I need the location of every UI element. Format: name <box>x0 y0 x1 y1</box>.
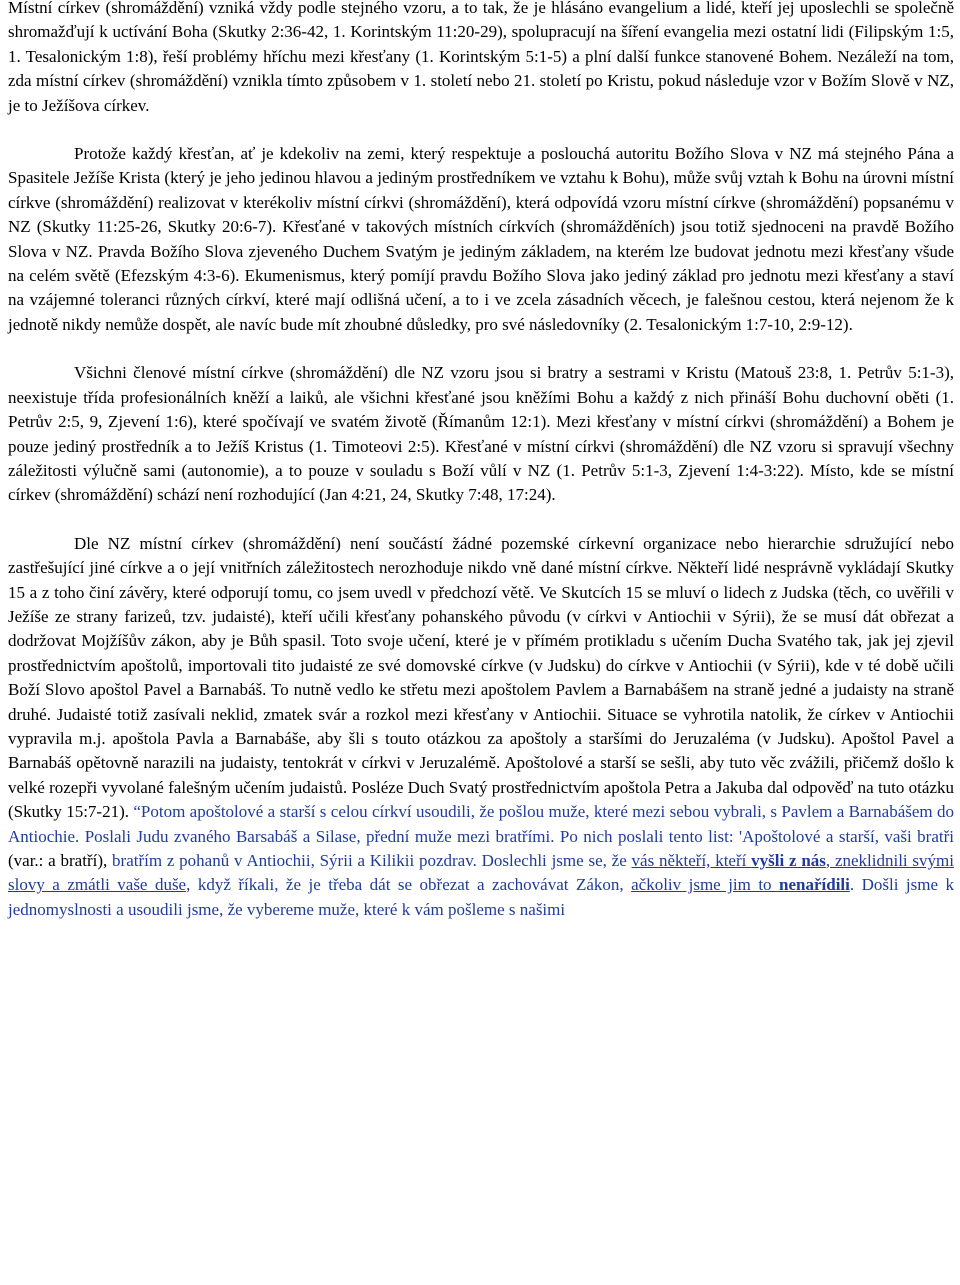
variant-note: (var.: a bratří), <box>8 851 113 870</box>
paragraph-1: Místní církev (shromáždění) vzniká vždy podle stejného vzoru, a to tak, že je hlásáno evangelium a lidé, kteří jej uposlechli se společně shromažďují k uctívání Boha (Skutky 2:36-42, 1. Korintským 11:20-29), spolupracují na šíření evangelia mezi ostatní lidi (Filipským 1:5, 1. Tesalonickým 1:8), řeší problémy hříchu mezi křesťany (1. Korintským 5:1-5) a plní další funkce stanovené Bohem. Nezáleží na tom, zda místní církev (shromáždění) vznikla tímto způsobem v 1. století nebo 21. století po Kristu, pokud následuje vzor v Božím Slově v NZ, je to Ježíšova církev. <box>8 0 954 115</box>
quote-underlined-bold-2: nenařídili <box>779 875 850 895</box>
quote-underlined-3: ačkoliv jsme jim to <box>631 875 780 895</box>
quote-text-4: . Došli jsme k jednomyslnosti a usoudili jsme, že vybereme muže, které k vám pošleme s našimi <box>8 875 954 919</box>
paragraph-4 <box>8 532 954 923</box>
quote-text-3: , když říkali, že je třeba dát se obřezat a zachovávat Zákon, <box>186 875 632 895</box>
paragraph-2: Protože každý křesťan, ať je kdekoliv na zemi, který respektuje a poslouchá autoritu Božího Slova v NZ má stejného Pána a Spasitele Ježíše Krista (který je jeho jedinou hlavou a jediným prostředníkem ve vztahu k Bohu), může svůj vztah k Bohu na úrovni místní církve (shromáždění) realizovat v kterékoliv místní církvi (shromáždění), která odpovídá vzoru místní církve (shromáždění) popsanému v NZ (Skutky 11:25-26, Skutky 20:6-7). Křesťané v takových místních církvích (shromážděních) jsou totiž sjednoceni na pravdě Božího Slova v NZ. Pravda Božího Slova zjeveného Duchem Svatým je jediným základem, na kterém lze budovat jednotu mezi křesťany všude na celém světě (Efezským 4:3-6). Ekumenismus, který pomíjí pravdu Božího Slova jako jediný základ pro jednotu mezi křesťany a staví na vzájemné toleranci různých církví, které mají odlišná učení, a to i ve zcela zásadních věcech, je falešnou cestou, která nejenom že k jednotě nikdy nemůže dospět, ale navíc bude mít zhoubné důsledky, pro své následovníky (2. Tesalonickým 1:7-10, 2:9-12). <box>8 144 954 334</box>
quote-underlined-2: , zneklidnili svými slovy a zmátli vaše duše <box>8 851 954 895</box>
paragraph-4-text: Dle NZ místní církev (shromáždění) není součástí žádné pozemské církevní organizace nebo hierarchie sdružující nebo zastřešující jiné církve a o její vnitřních záležitostech nerozhoduje nikdo vně dané místní církve. Někteří lidé nesprávně vykládají Skutky 15 a z toho činí závěry, které odporují tomu, co jsem uvedl v předchozí větě. Ve Skutcích 15 se mluví o lidech z Judska (těch, co uvěřili v Ježíše ze strany farizeů, tzv. judaisté), kteří učili křesťany pohanského původu (v církvi v Antiochii v Sýrii), že se musí dát obřezat a dodržovat Mojžíšův zákon, aby je Bůh spasil. Toto svoje učení, které je v přímém protikladu s učením Ducha Svatého tak, jak jej zjevil prostřednictvím apoštolů, importovali tito judaisté ze své domovské církve (v Judsku) do církve v Antiochii (v Sýrii), kde v té době učili Boží Slovo apoštol Pavel a Barnabáš. To nutně vedlo ke střetu mezi apoštolem Pavlem a Barnabášem na straně jedné a judaisty na straně druhé. Judaisté totiž zasívali neklid, zmatek svár a rozkol mezi křesťany v Antiochii. Situace se vyhrotila natolik, že církev v Antiochii vypravila m.j. apoštola Pavla a Barnabáše, aby šli s touto otázkou za apoštoly a staršími do Jeruzaléma (v Judsku). Apoštol Pavel a Barnabáš opětovně narazili na judaisty, tentokrát v církvi v Jeruzalémě. Apoštolové a starší se sešli, aby tuto věc zvážili, přičemž došlo k velké rozepři vyvolané falešným učením judaistů. Posléze Duch Svatý prostřednictvím apoštola Petra a Jakuba dal odpověď na tuto otázku (Skutky 15:7-21). <box>8 533 954 822</box>
quote-text-2: bratřím z pohanů v Antiochii, Sýrii a Kilikii pozdrav. Doslechli jsme se, že <box>112 851 632 870</box>
quote-underlined-1: vás někteří, kteří <box>631 851 752 870</box>
quote-underlined-bold-1: vyšli z nás <box>751 851 826 870</box>
quote-text-1: “Potom apoštolové a starší s celou církví usoudili, že pošlou muže, které mezi sebou vybrali, s Pavlem a Barnabášem do Antiochie. Poslali Judu zvaného Barsabáš a Silase, přední muže mezi bratřími. Po nich poslali tento list: 'Apoštolové a starší, vaši bratři <box>8 802 955 846</box>
paragraph-3: Všichni členové místní církve (shromáždění) dle NZ vzoru jsou si bratry a sestrami v Kristu (Matouš 23:8, 1. Petrův 5:1-3), neexistuje třída profesionálních kněží a laiků, ale všichni křesťané jsou kněžími Bohu a každý z nich přináší Bohu duchovní oběti (1. Petrův 2:5, 9, Zjevení 1:6), které spočívají ve svatém životě (Římanům 12:1). Mezi křesťany v místní církvi (shromáždění) a Bohem je pouze jediný prostředník a to Ježíš Kristus (1. Timoteovi 2:5). Křesťané v místní církvi (shromáždění) dle NZ vzoru si spravují všechny záležitosti výlučně sami (autonomie), a to pouze v souladu s Boží vůlí v NZ (1. Petrův 5:1-3, Zjevení 1:4-3:22). Místo, kde se místní církev (shromáždění) schází není rozhodující (Jan 4:21, 24, Skutky 7:48, 17:24). <box>8 363 954 505</box>
